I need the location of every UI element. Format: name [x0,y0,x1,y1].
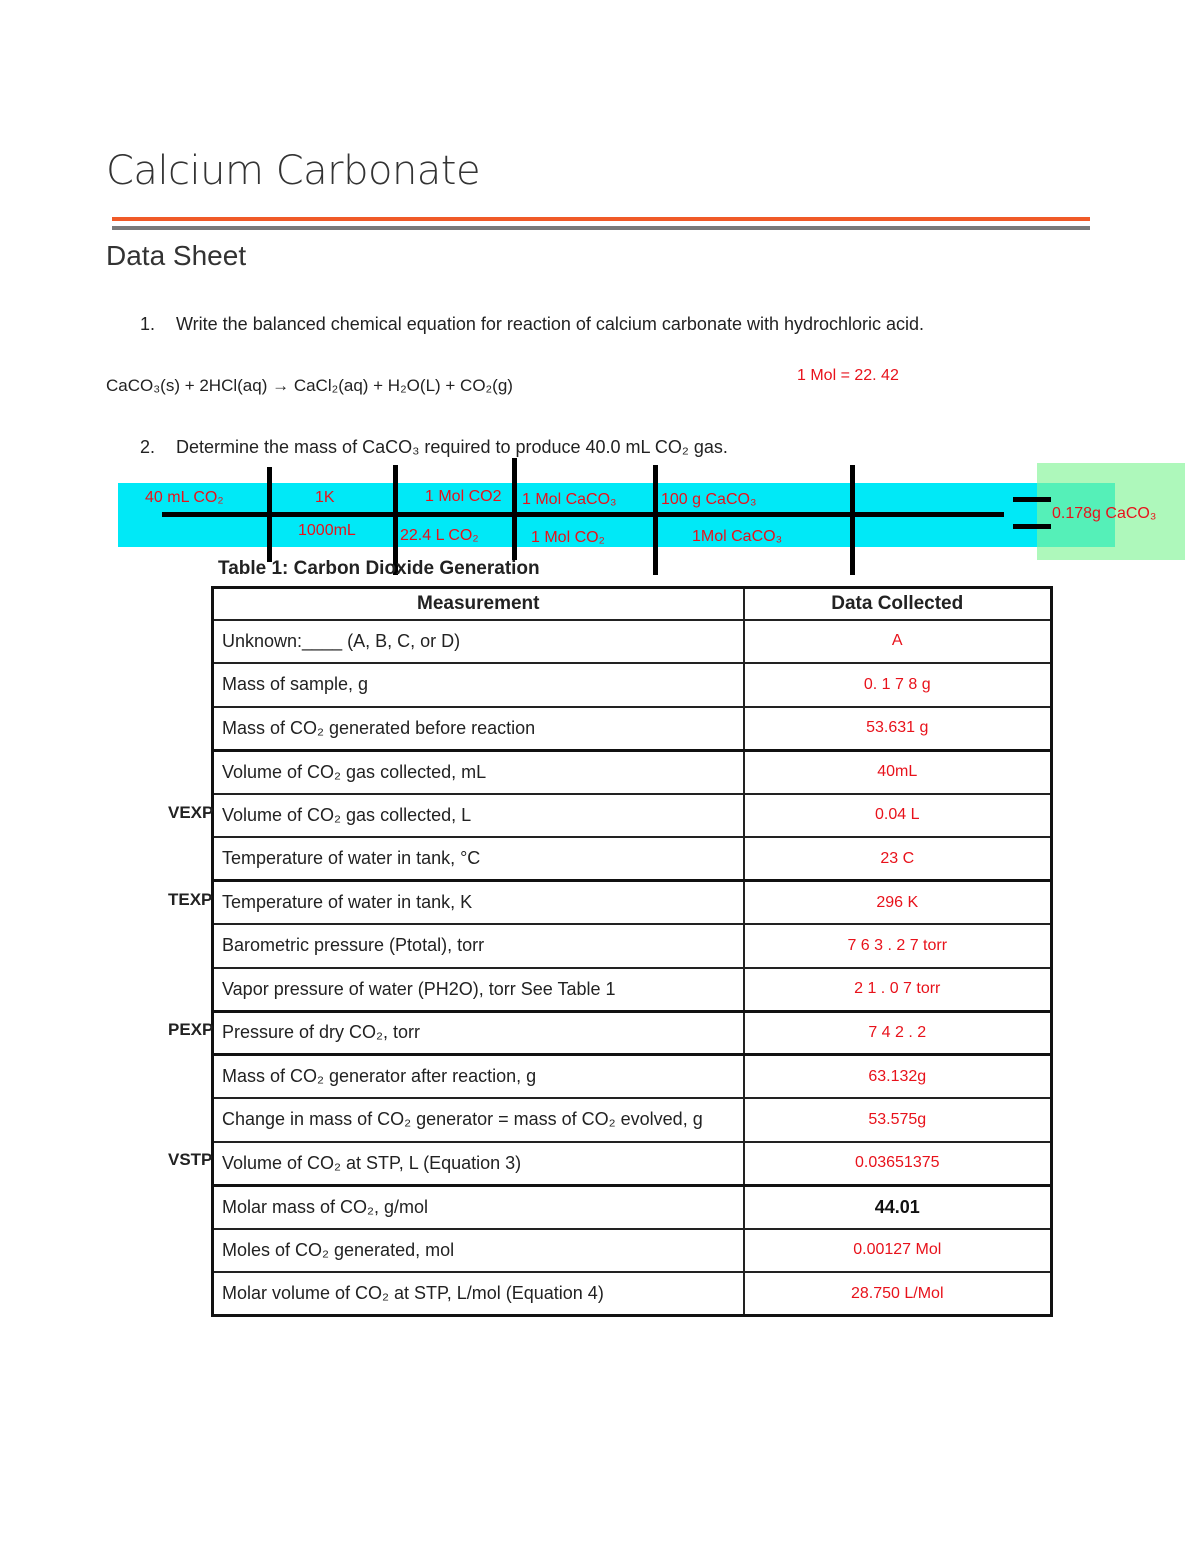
data-value: 296 K [744,881,1052,925]
measurement-label: Volume of CO₂ at STP, L (Equation 3) [213,1142,744,1186]
table-row [213,1011,1052,1055]
variable-label: PEXP [168,1020,214,1039]
measurement-label: Barometric pressure (Ptotal), torr [213,924,744,968]
data-value: 0.04 L [744,794,1052,838]
divider [653,465,658,575]
page-title: Calcium Carbonate [106,148,481,194]
data-value: 63.132g [744,1055,1052,1099]
factor-bottom: 22.4 L CO₂ [400,527,479,544]
gray-rule [112,226,1090,230]
data-value: 40mL [744,750,1052,794]
mol-note: 1 Mol = 22. 42 [797,367,899,384]
table-row [213,1229,1052,1273]
data-value: 0.03651375 [744,1142,1052,1186]
table-row [213,794,1052,838]
data-value: 28.750 L/Mol [744,1272,1052,1316]
table-row [213,707,1052,751]
variable-label: VEXP [168,803,214,822]
factor-bottom: 1000mL [298,522,356,539]
measurement-label: Vapor pressure of water (PH2O), torr See Table 1 [213,968,744,1012]
factor-bottom: 1Mol CaCO₃ [692,528,783,545]
factor-top: 100 g CaCO₃ [661,491,757,508]
factor-top: 1 Mol CaCO₃ [522,491,617,508]
table-row [213,1055,1052,1099]
divider [267,467,272,562]
table-row [213,1098,1052,1142]
data-value: A [744,620,1052,664]
measurement-label: Mass of CO₂ generator after reaction, g [213,1055,744,1099]
q1-number: 1. [140,314,156,334]
header-data: Data Collected [744,588,1052,620]
table-row [213,837,1052,881]
measurement-label: Molar mass of CO₂, g/mol [213,1185,744,1229]
accent-rule [112,217,1090,221]
table-caption: Table 1: Carbon Dioxide Generation [218,558,540,579]
measurement-label: Moles of CO₂ generated, mol [213,1229,744,1273]
variable-label: TEXP [168,890,213,909]
q2-number: 2. [140,437,156,457]
table-row [213,968,1052,1012]
factor-top: 1 Mol CO2 [425,488,502,505]
data-value: 2 1 . 0 7 torr [744,968,1052,1012]
data-value: 0.00127 Mol [744,1229,1052,1273]
factor-bottom: 1 Mol CO₂ [531,529,605,546]
table-row [213,924,1052,968]
measurement-label: Change in mass of CO₂ generator = mass of CO₂ evolved, g [213,1098,744,1142]
equals-bar [1013,524,1051,529]
table-row [213,1272,1052,1316]
data-value: 23 C [744,837,1052,881]
measurement-label: Mass of sample, g [213,663,744,707]
divider [850,465,855,575]
measurement-label: Mass of CO₂ generated before reaction [213,707,744,751]
variable-label: VSTP [168,1150,213,1169]
measurement-label: Unknown:____ (A, B, C, or D) [213,620,744,664]
measurement-label: Temperature of water in tank, K [213,881,744,925]
q1-text: Write the balanced chemical equation for reaction of calcium carbonate with hydrochloric acid. [176,314,925,334]
header-measurement: Measurement [213,588,744,620]
data-value: 7 4 2 . 2 [744,1011,1052,1055]
divider [512,458,517,560]
equation: CaCO₃(s) + 2HCl(aq) → CaCl₂(aq) + H₂O(L) + CO₂(g) [106,376,513,395]
q2-text: Determine the mass of CaCO₃ required to produce 40.0 mL CO₂ gas. [176,437,728,457]
data-value: 53.575g [744,1098,1052,1142]
measurement-label: Volume of CO₂ gas collected, L [213,794,744,838]
data-value: 0. 1 7 8 g [744,663,1052,707]
table-row [213,620,1052,664]
measurement-label: Temperature of water in tank, °C [213,837,744,881]
measurement-label: Pressure of dry CO₂, torr [213,1011,744,1055]
data-value: 7 6 3 . 2 7 torr [744,924,1052,968]
result: 0.178g CaCO₃ [1052,505,1157,522]
table-row [213,1185,1052,1229]
section-title: Data Sheet [106,240,247,271]
data-value: 53.631 g [744,707,1052,751]
factor-line [162,512,1004,517]
data-table [211,586,1053,1317]
table-row [213,750,1052,794]
table-row [213,663,1052,707]
table-row [213,1142,1052,1186]
factor-top: 40 mL CO₂ [145,489,224,506]
measurement-label: Molar volume of CO₂ at STP, L/mol (Equation 4) [213,1272,744,1316]
factor-top: 1K [315,489,335,506]
data-value: 44.01 [744,1185,1052,1229]
equals-bar [1013,497,1051,502]
measurement-label: Volume of CO₂ gas collected, mL [213,750,744,794]
table-row [213,881,1052,925]
